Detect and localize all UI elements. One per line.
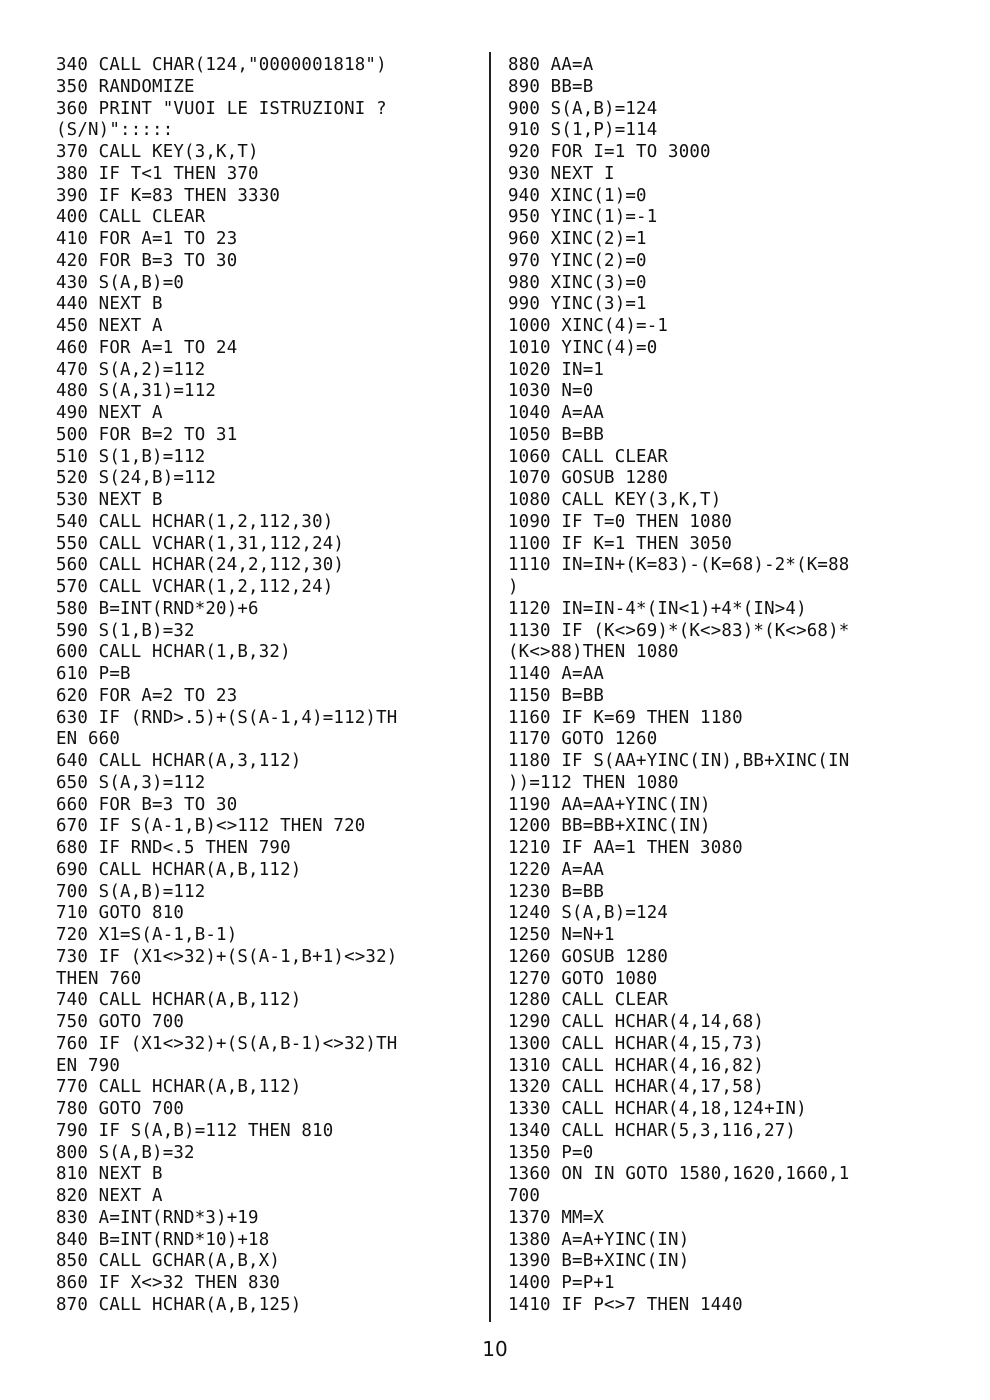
code-line: 1380 A=A+YINC(IN) (508, 1229, 690, 1250)
code-line: THEN 760 (56, 968, 142, 989)
code-line: 1340 CALL HCHAR(5,3,116,27) (508, 1120, 797, 1141)
code-line: 590 S(1,B)=32 (56, 620, 195, 641)
code-line: 1120 IN=IN-4*(IN<1)+4*(IN>4) (508, 598, 807, 619)
code-line: (S/N)"::::: (56, 120, 174, 141)
code-line: 730 IF (X1<>32)+(S(A-1,B+1)<>32) (56, 946, 398, 967)
code-line: 1240 S(A,B)=124 (508, 903, 669, 924)
code-line: 1030 N=0 (508, 381, 594, 402)
code-line: 1050 B=BB (508, 424, 605, 445)
code-line: 1170 GOTO 1260 (508, 729, 658, 750)
code-line: 1330 CALL HCHAR(4,18,124+IN) (508, 1099, 807, 1119)
code-line: EN 660 (56, 729, 121, 750)
left-code-column (56, 55, 486, 1317)
code-line: 450 NEXT A (56, 316, 163, 336)
code-line: 820 NEXT A (56, 1186, 163, 1206)
code-line: 660 FOR B=3 TO 30 (56, 794, 238, 815)
code-line: 1300 CALL HCHAR(4,15,73) (508, 1033, 765, 1054)
code-line: 520 S(24,B)=112 (56, 468, 217, 489)
code-line: 390 IF K=83 THEN 3330 (56, 185, 281, 206)
code-line: 1220 A=AA (508, 859, 605, 880)
code-line: 410 FOR A=1 TO 23 (56, 229, 238, 249)
code-line: 740 CALL HCHAR(A,B,112) (56, 990, 302, 1011)
code-line: 920 FOR I=1 TO 3000 (508, 142, 711, 162)
code-line: 1100 IF K=1 THEN 3050 (508, 533, 733, 554)
code-line: 490 NEXT A (56, 403, 163, 423)
code-line: 1270 GOTO 1080 (508, 968, 658, 989)
code-line: 510 S(1,B)=112 (56, 446, 206, 467)
code-line: 530 NEXT B (56, 490, 163, 510)
code-line: 1150 B=BB (508, 685, 605, 706)
code-line: 430 S(A,B)=0 (56, 272, 185, 293)
code-line: EN 790 (56, 1055, 121, 1076)
code-line: 760 IF (X1<>32)+(S(A,B-1)<>32)TH (56, 1033, 398, 1054)
code-line: 1020 IN=1 (508, 359, 605, 380)
code-line: 850 CALL GCHAR(A,B,X) (56, 1251, 281, 1272)
code-line: 600 CALL HCHAR(1,B,32) (56, 642, 291, 663)
code-line: 1110 IN=IN+(K=83)-(K=68)-2*(K=88 (508, 555, 850, 576)
code-line: 970 YINC(2)=0 (508, 250, 647, 271)
code-line: 460 FOR A=1 TO 24 (56, 337, 238, 358)
code-line: 1290 CALL HCHAR(4,14,68) (508, 1012, 765, 1032)
code-line: 370 CALL KEY(3,K,T) (56, 142, 259, 162)
code-line: 870 CALL HCHAR(A,B,125) (56, 1294, 302, 1315)
code-line: 780 GOTO 700 (56, 1099, 185, 1119)
code-line: 480 S(A,31)=112 (56, 381, 217, 402)
page-number: 10 (482, 1337, 508, 1361)
code-line: 1260 GOSUB 1280 (508, 946, 669, 967)
code-line: 1320 CALL HCHAR(4,17,58) (508, 1077, 765, 1098)
code-line: 990 YINC(3)=1 (508, 294, 647, 315)
code-line: 1370 MM=X (508, 1207, 605, 1228)
code-line: 940 XINC(1)=0 (508, 185, 647, 206)
code-line: 710 GOTO 810 (56, 903, 185, 924)
code-line: 980 XINC(3)=0 (508, 272, 647, 293)
code-line: 500 FOR B=2 TO 31 (56, 424, 238, 445)
code-line: 380 IF T<1 THEN 370 (56, 163, 259, 184)
code-line: 930 NEXT I (508, 163, 615, 184)
code-line: 960 XINC(2)=1 (508, 229, 647, 249)
code-line: 910 S(1,P)=114 (508, 120, 658, 141)
code-line: 1060 CALL CLEAR (508, 446, 669, 467)
code-line: 890 BB=B (508, 76, 594, 97)
code-line: 1310 CALL HCHAR(4,16,82) (508, 1055, 765, 1076)
code-line: 340 CALL CHAR(124,"0000001818") (56, 55, 387, 75)
code-line: 1070 GOSUB 1280 (508, 468, 669, 489)
code-line: 1390 B=B+XINC(IN) (508, 1251, 690, 1272)
code-line: 630 IF (RND>.5)+(S(A-1,4)=112)TH (56, 707, 398, 728)
code-line: 800 S(A,B)=32 (56, 1142, 195, 1163)
code-line: ))=112 THEN 1080 (508, 772, 679, 793)
code-line: 1230 B=BB (508, 881, 605, 902)
code-line: (K<>88)THEN 1080 (508, 642, 679, 663)
code-line: 1130 IF (K<>69)*(K<>83)*(K<>68)* (508, 620, 850, 641)
code-line: 610 P=B (56, 664, 131, 684)
code-line: 770 CALL HCHAR(A,B,112) (56, 1077, 302, 1098)
code-line: 810 NEXT B (56, 1164, 163, 1185)
code-line: 880 AA=A (508, 55, 594, 75)
code-line: 690 CALL HCHAR(A,B,112) (56, 859, 302, 880)
code-line: 1080 CALL KEY(3,K,T) (508, 490, 722, 510)
code-line: 950 YINC(1)=-1 (508, 207, 658, 228)
code-line: 1140 A=AA (508, 664, 605, 684)
code-line: 400 CALL CLEAR (56, 207, 206, 228)
code-line: 1190 AA=AA+YINC(IN) (508, 794, 711, 815)
code-line: 750 GOTO 700 (56, 1012, 185, 1032)
code-line: 720 X1=S(A-1,B-1) (56, 925, 238, 945)
code-line: 700 (508, 1186, 541, 1206)
code-line: 570 CALL VCHAR(1,2,112,24) (56, 577, 334, 597)
code-line: 1010 YINC(4)=0 (508, 337, 658, 358)
code-line: 1400 P=P+1 (508, 1273, 615, 1293)
code-line: 560 CALL HCHAR(24,2,112,30) (56, 555, 345, 576)
code-line: 360 PRINT "VUOI LE ISTRUZIONI ? (56, 98, 387, 119)
code-line: 830 A=INT(RND*3)+19 (56, 1207, 259, 1228)
code-line: 640 CALL HCHAR(A,3,112) (56, 751, 302, 771)
code-line: 420 FOR B=3 TO 30 (56, 250, 238, 271)
code-line: 350 RANDOMIZE (56, 76, 195, 97)
code-line: 1410 IF P<>7 THEN 1440 (508, 1294, 743, 1315)
code-line: 1180 IF S(AA+YINC(IN),BB+XINC(IN (508, 751, 850, 771)
code-line: 840 B=INT(RND*10)+18 (56, 1229, 270, 1250)
code-line: ) (508, 577, 519, 597)
code-line: 1040 A=AA (508, 403, 605, 423)
code-line: 550 CALL VCHAR(1,31,112,24) (56, 533, 345, 554)
code-line: 1000 XINC(4)=-1 (508, 316, 669, 336)
code-line: 440 NEXT B (56, 294, 163, 315)
column-divider (489, 52, 491, 1322)
code-line: 1280 CALL CLEAR (508, 990, 669, 1011)
code-line: 1160 IF K=69 THEN 1180 (508, 707, 743, 728)
code-line: 790 IF S(A,B)=112 THEN 810 (56, 1120, 334, 1141)
code-line: 670 IF S(A-1,B)<>112 THEN 720 (56, 816, 366, 837)
code-line: 860 IF X<>32 THEN 830 (56, 1273, 281, 1293)
code-line: 900 S(A,B)=124 (508, 98, 658, 119)
code-line: 1360 ON IN GOTO 1580,1620,1660,1 (508, 1164, 850, 1185)
code-line: 1250 N=N+1 (508, 925, 615, 945)
code-line: 620 FOR A=2 TO 23 (56, 685, 238, 706)
code-line: 650 S(A,3)=112 (56, 772, 206, 793)
code-line: 1350 P=0 (508, 1142, 594, 1163)
code-line: 540 CALL HCHAR(1,2,112,30) (56, 511, 334, 532)
right-code-column (508, 55, 948, 1317)
code-line: 470 S(A,2)=112 (56, 359, 206, 380)
code-line: 700 S(A,B)=112 (56, 881, 206, 902)
code-line: 580 B=INT(RND*20)+6 (56, 598, 259, 619)
code-line: 1200 BB=BB+XINC(IN) (508, 816, 711, 837)
code-line: 680 IF RND<.5 THEN 790 (56, 838, 291, 858)
code-line: 1090 IF T=0 THEN 1080 (508, 511, 733, 532)
code-line: 1210 IF AA=1 THEN 3080 (508, 838, 743, 858)
